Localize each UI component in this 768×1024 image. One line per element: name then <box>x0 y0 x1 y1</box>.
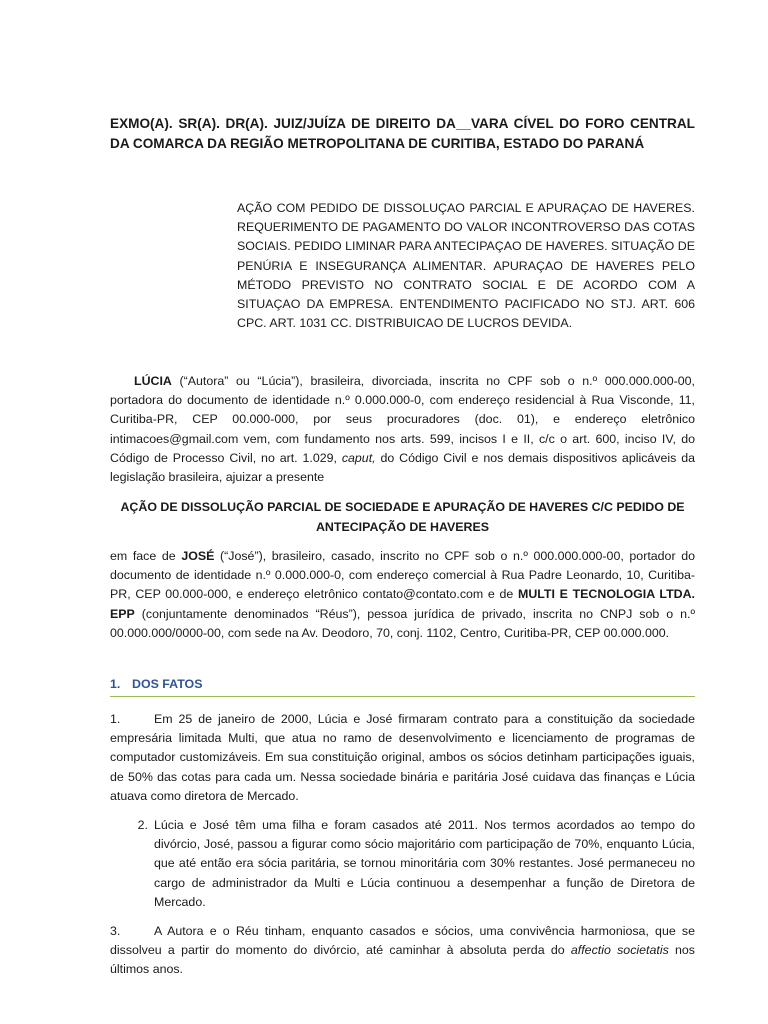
defendants-text-c: (conjuntamente denominados “Réus”), pessoa jurídica de privado, inscrita no CNPJ sob o n.º 00.000.000/0000-00, com sede na Av. Deodoro, 70, conj. 1102, Centro, Curitiba-PR, CEP 00.000.000. <box>110 606 695 640</box>
plaintiff-name: LÚCIA <box>134 374 172 388</box>
company-name: MULTI E TECNOLOGIA LTDA. EPP <box>110 587 695 621</box>
action-title: AÇÃO DE DISSOLUÇÃO PARCIAL DE SOCIEDADE E APURAÇÃO DE HAVERES C/C PEDIDO DE ANTECIPAÇÃO DE HAVERES <box>120 500 685 534</box>
fact-text-3a: A Autora e o Réu tinham, enquanto casados e sócios, uma convivência harmoniosa, que se dissolveu a partir do momento do divórcio, até caminhar à absoluta perda do <box>110 924 695 958</box>
section-number: 1. <box>110 677 121 691</box>
affectio-term: affectio societatis <box>570 943 669 958</box>
fact-number-3: 3. <box>110 924 121 938</box>
plaintiff-qualification <box>110 372 695 487</box>
caput-term: caput, <box>341 450 376 465</box>
defendants-qualification <box>110 547 695 643</box>
fact-paragraph-2 <box>124 816 695 912</box>
section-title: DOS FATOS <box>132 677 203 691</box>
defendants-text-a: em face de <box>110 549 182 563</box>
fact-number-2: 2. <box>137 818 148 832</box>
plaintiff-text-b: do Código Civil e nos demais dispositivos aplicáveis da legislação brasileira, ajuizar a presente <box>110 450 695 485</box>
fact-text-3b: nos últimos anos. <box>110 943 696 977</box>
fact-paragraph-1 <box>110 710 695 806</box>
defendants-text-b: (“José”), brasileiro, casado, inscrito no CPF sob o n.º 000.000.000-00, portador do documento de identidade n.º 0.000.000-0, com endereço comercial à Rua Padre Leonardo, 10, Curitiba-PR, CEP 00.000-000, e endereço eletrônico contato@contato.com e de <box>110 549 695 602</box>
case-summary: AÇÃO COM PEDIDO DE DISSOLUÇAO PARCIAL E APURAÇAO DE HAVERES. REQUERIMENTO DE PAGAMENTO DO VALOR INCONTROVERSO DAS COTAS SOCIAIS. PEDIDO LIMINAR PARA ANTECIPAÇAO DE HAVERES. SITUAÇÃO DE PENÚRIA E INSEGURANÇA ALIMENTAR. APURAÇAO DE HAVERES PELO MÉTODO PREVISTO NO CONTRATO SOCIAL E DE ACORDO COM A SITUAÇAO DA EMPRESA. ENTENDIMENTO PACIFICADO NO STJ. ART. 606 CPC. ART. 1031 CC. DISTRIBUICAO DE LUCROS DEVIDA. <box>237 201 695 331</box>
defendant-name: JOSÉ <box>181 549 215 563</box>
court-address-heading: EXMO(A). SR(A). DR(A). JUIZ/JUÍZA DE DIREITO DA__VARA CÍVEL DO FORO CENTRAL DA COMARCA DA REGIÃO METROPOLITANA DE CURITIBA, ESTADO DO PARANÁ <box>110 116 695 151</box>
fact-number-1: 1. <box>110 712 121 726</box>
plaintiff-text-a: (“Autora” ou “Lúcia”), brasileira, divorciada, inscrita no CPF sob o n.º 000.000.000-00, portadora do documento de identidade n.º 0.000.000-0, com endereço residencial à Rua Visconde, 11, Curitiba-PR, CEP 00.000-000, por seus procuradores (doc. 01), e endereço eletrônico intimacoes@gmail.com vem, com fundamento nos arts. 599, incisos I e II, c/c o art. 600, inciso IV, do Código de Processo Civil, no art. 1.029, <box>110 374 695 465</box>
fact-text-2: Lúcia e José têm uma filha e foram casados até 2011. Nos termos acordados ao tempo do divórcio, José, passou a figurar como sócio majoritário com participação de 70%, enquanto Lúcia, que até então era sócia paritária, se tornou minoritária com 30% restantes. José permaneceu no cargo de administrador da Multi e Lúcia continuou a desempenhar a função de Diretora de Mercado. <box>154 818 695 909</box>
section-heading-facts <box>110 675 695 697</box>
fact-text-1: Em 25 de janeiro de 2000, Lúcia e José firmaram contrato para a constituição da sociedade empresária limitada Multi, que atua no ramo de desenvolvimento e licenciamento de programas de computador customizáveis. Em sua constituição original, ambos os sócios detinham participações iguais, de 50% das cotas para cada um. Nessa sociedade binária e paritária José cuidava das finanças e Lúcia atuava como diretora de Mercado. <box>110 712 695 803</box>
fact-paragraph-3 <box>110 922 695 980</box>
